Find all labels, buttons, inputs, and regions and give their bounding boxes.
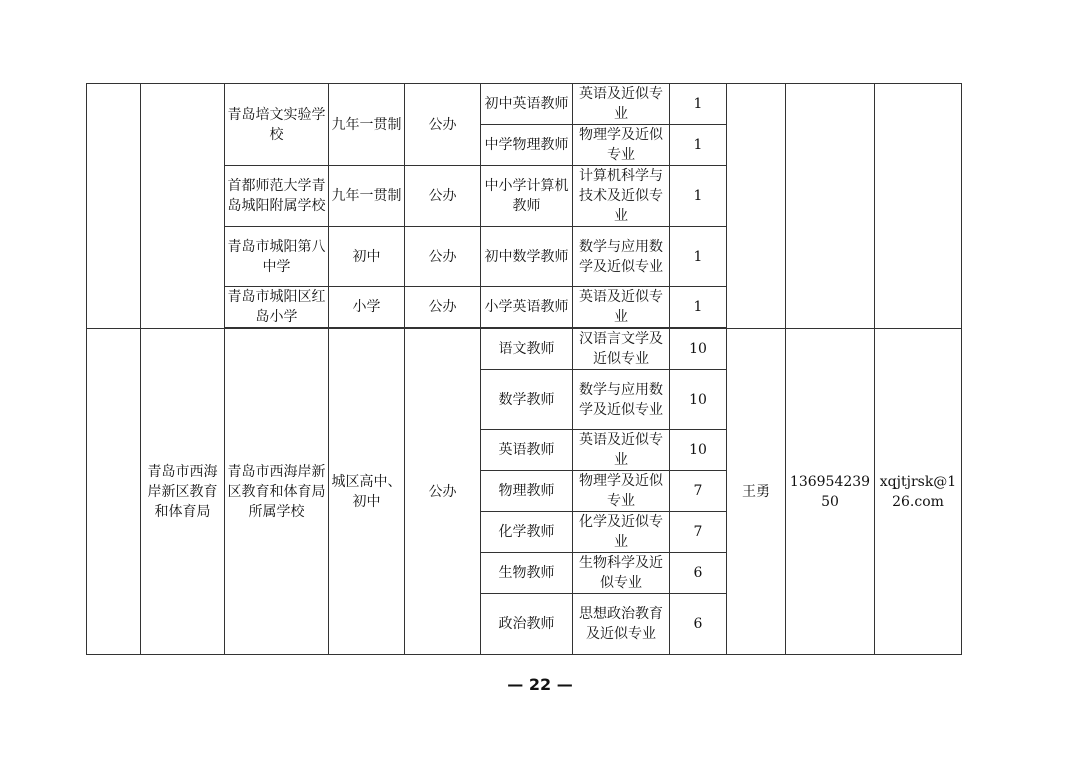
major-cell: 物理学及近似专业 (573, 125, 670, 166)
blank-cell (786, 84, 875, 329)
position-cell: 语文教师 (481, 329, 573, 370)
recruitment-table (86, 83, 962, 655)
position-cell: 物理教师 (481, 471, 573, 512)
email-cell: xqjtjrsk@126.com (875, 329, 962, 655)
count-cell: 7 (670, 471, 727, 512)
count-cell: 6 (670, 553, 727, 594)
school-cell: 青岛培文实验学校 (225, 84, 329, 166)
nature-cell: 公办 (405, 166, 481, 227)
nature-cell: 公办 (405, 329, 481, 655)
major-cell: 化学及近似专业 (573, 512, 670, 553)
count-cell: 1 (670, 287, 727, 328)
nature-cell: 公办 (405, 287, 481, 328)
major-cell: 英语及近似专业 (573, 84, 670, 125)
page-number: — 22 — (507, 675, 573, 694)
count-cell: 7 (670, 512, 727, 553)
position-cell: 生物教师 (481, 553, 573, 594)
blank-cell (87, 84, 141, 329)
position-cell: 中学物理教师 (481, 125, 573, 166)
count-cell: 1 (670, 125, 727, 166)
school-cell: 首都师范大学青岛城阳附属学校 (225, 166, 329, 227)
position-cell: 小学英语教师 (481, 287, 573, 328)
school-cell: 青岛市城阳区红岛小学 (225, 287, 329, 328)
count-cell: 10 (670, 430, 727, 471)
position-cell: 初中英语教师 (481, 84, 573, 125)
major-cell: 英语及近似专业 (573, 430, 670, 471)
contact-cell: 王勇 (727, 329, 786, 655)
blank-cell (727, 84, 786, 329)
major-cell: 计算机科学与技术及近似专业 (573, 166, 670, 227)
table-row (87, 84, 962, 125)
position-cell: 政治教师 (481, 594, 573, 655)
position-cell: 中小学计算机教师 (481, 166, 573, 227)
nature-cell: 公办 (405, 227, 481, 287)
count-cell: 10 (670, 329, 727, 370)
major-cell: 数学与应用数学及近似专业 (573, 227, 670, 287)
major-cell: 英语及近似专业 (573, 287, 670, 328)
position-cell: 初中数学教师 (481, 227, 573, 287)
major-cell: 思想政治教育及近似专业 (573, 594, 670, 655)
position-cell: 化学教师 (481, 512, 573, 553)
table-row (87, 329, 962, 370)
unit-cell: 青岛市西海岸新区教育和体育局 (141, 329, 225, 655)
count-cell: 1 (670, 84, 727, 125)
count-cell: 1 (670, 166, 727, 227)
school-type-cell: 初中 (329, 227, 405, 287)
school-type-cell: 城区高中、初中 (329, 329, 405, 655)
school-cell: 青岛市城阳第八中学 (225, 227, 329, 287)
school-type-cell: 九年一贯制 (329, 84, 405, 166)
blank-cell (875, 84, 962, 329)
position-cell: 英语教师 (481, 430, 573, 471)
major-cell: 汉语言文学及近似专业 (573, 329, 670, 370)
major-cell: 生物科学及近似专业 (573, 553, 670, 594)
blank-cell (141, 84, 225, 329)
nature-cell: 公办 (405, 84, 481, 166)
major-cell: 数学与应用数学及近似专业 (573, 370, 670, 430)
count-cell: 1 (670, 227, 727, 287)
blank-cell (87, 329, 141, 655)
count-cell: 10 (670, 370, 727, 430)
phone-cell: 13695423950 (786, 329, 875, 655)
school-type-cell: 小学 (329, 287, 405, 328)
school-type-cell: 九年一贯制 (329, 166, 405, 227)
position-cell: 数学教师 (481, 370, 573, 430)
school-cell: 青岛市西海岸新区教育和体育局所属学校 (225, 329, 329, 655)
major-cell: 物理学及近似专业 (573, 471, 670, 512)
count-cell: 6 (670, 594, 727, 655)
